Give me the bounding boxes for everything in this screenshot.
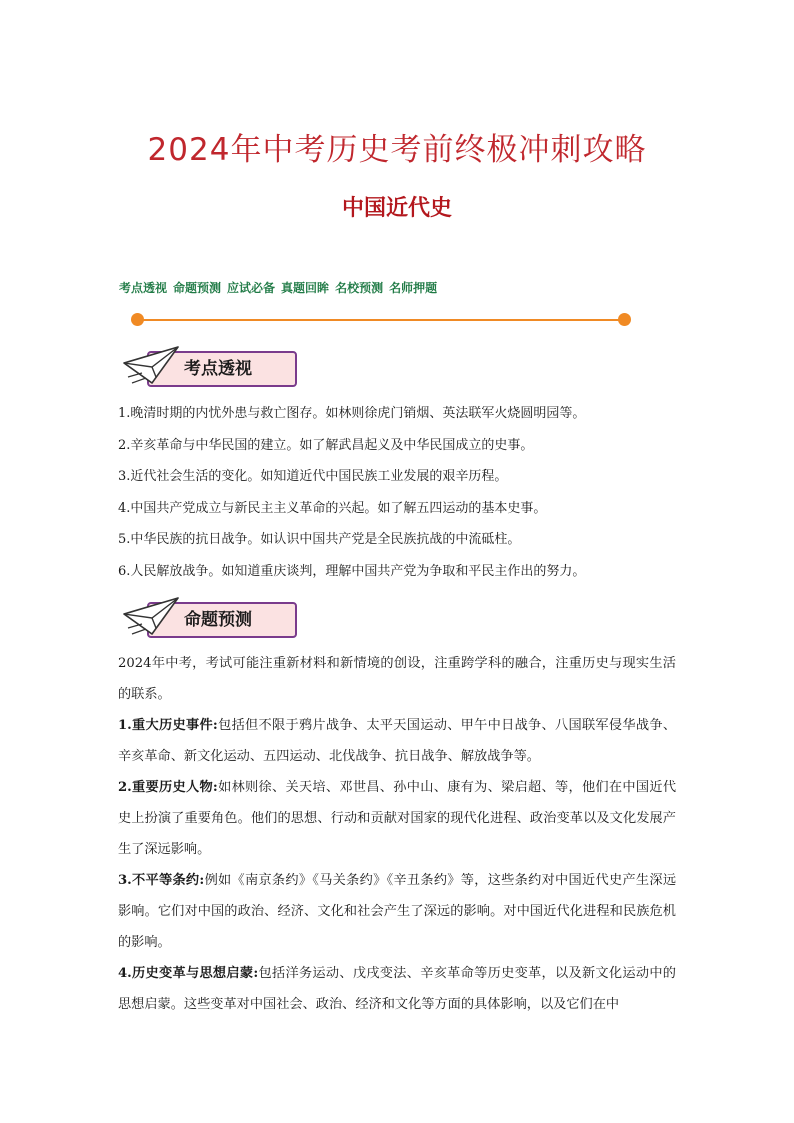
nav-item-mingxiao: 名校预测 [335,281,384,295]
point-label: 2.重要历史人物: [118,780,218,795]
nav-item-zhenti: 真题回眸 [281,281,330,295]
paper-plane-icon [122,343,192,389]
nav-item-kaodian: 考点透视 [119,281,168,295]
list-item: 3.近代社会生活的变化。如知道近代中国民族工业发展的艰辛历程。 [118,469,508,484]
point-label: 1.重大历史事件: [118,718,218,733]
section-nav [119,279,437,296]
point-text: 例如《南京条约》《马关条约》《辛丑条约》等，这些条约对中国近代史产生深远影响。它们对中国的政治、经济、文化和社会产生了深远的影响。对中国近代化进程和民族危机的影响。 [118,873,677,950]
list-item: 6.人民解放战争。如知道重庆谈判，理解中国共产党为争取和平民主作出的努力。 [118,563,586,579]
point-text: 如林则徐、关天培、邓世昌、孙中山、康有为、梁启超、等，他们在中国近代史上扮演了重要角色。他们的思想、行动和贡献对国家的现代化进程、政治变革以及文化发展产生了深远影响。 [118,780,677,857]
list-item: 4.中国共产党成立与新民主主义革命的兴起。如了解五四运动的基本史事。 [118,500,547,516]
page-subtitle: 中国近代史 [341,196,452,221]
list-item: 5.中华民族的抗日战争。如认识中国共产党是全民族抗战的中流砥柱。 [118,532,521,547]
mingti-intro: 2024年中考，考试可能注重新材料和新情境的创设，注重跨学科的融合，注重历史与现实生活的联系。 [118,656,676,702]
list-item: 1.晚清时期的内忧外患与救亡图存。如林则徐虎门销烟、英法联军火烧圆明园等。 [118,406,586,421]
prediction-point [118,865,676,958]
divider-dot-right [618,313,631,326]
nav-item-mingti: 命题预测 [173,281,222,295]
nav-item-mingshi: 名师押题 [389,281,438,295]
point-text: 包括洋务运动、戊戌变法、辛亥革命等历史变革，以及新文化运动中的思想启蒙。这些变革对中国社会、政治、经济和文化等方面的具体影响，以及它们在中 [118,966,676,1012]
point-text: 包括但不限于鸦片战争、太平天国运动、甲午中日战争、八国联军侵华战争、辛亥革命、新文化运动、五四运动、北伐战争、抗日战争、解放战争等。 [118,718,677,764]
page-title: 2024年中考历史考前终极冲刺攻略 [147,132,647,168]
point-label: 3.不平等条约: [118,873,205,888]
point-label: 4.历史变革与思想启蒙: [118,966,259,981]
section-header-kaodian [122,343,302,391]
section-title: 命题预测 [184,610,252,630]
orange-divider [131,313,631,327]
prediction-point [118,772,676,865]
section-header-mingti [122,594,302,642]
nav-item-yingshi: 应试必备 [227,281,276,295]
kaodian-list [118,398,678,587]
prediction-point [118,710,676,772]
divider-dot-left [131,313,144,326]
prediction-point [118,958,676,1020]
paper-plane-icon [122,594,192,640]
section-title: 考点透视 [184,359,252,379]
list-item: 2.辛亥革命与中华民国的建立。如了解武昌起义及中华民国成立的史事。 [118,437,534,453]
